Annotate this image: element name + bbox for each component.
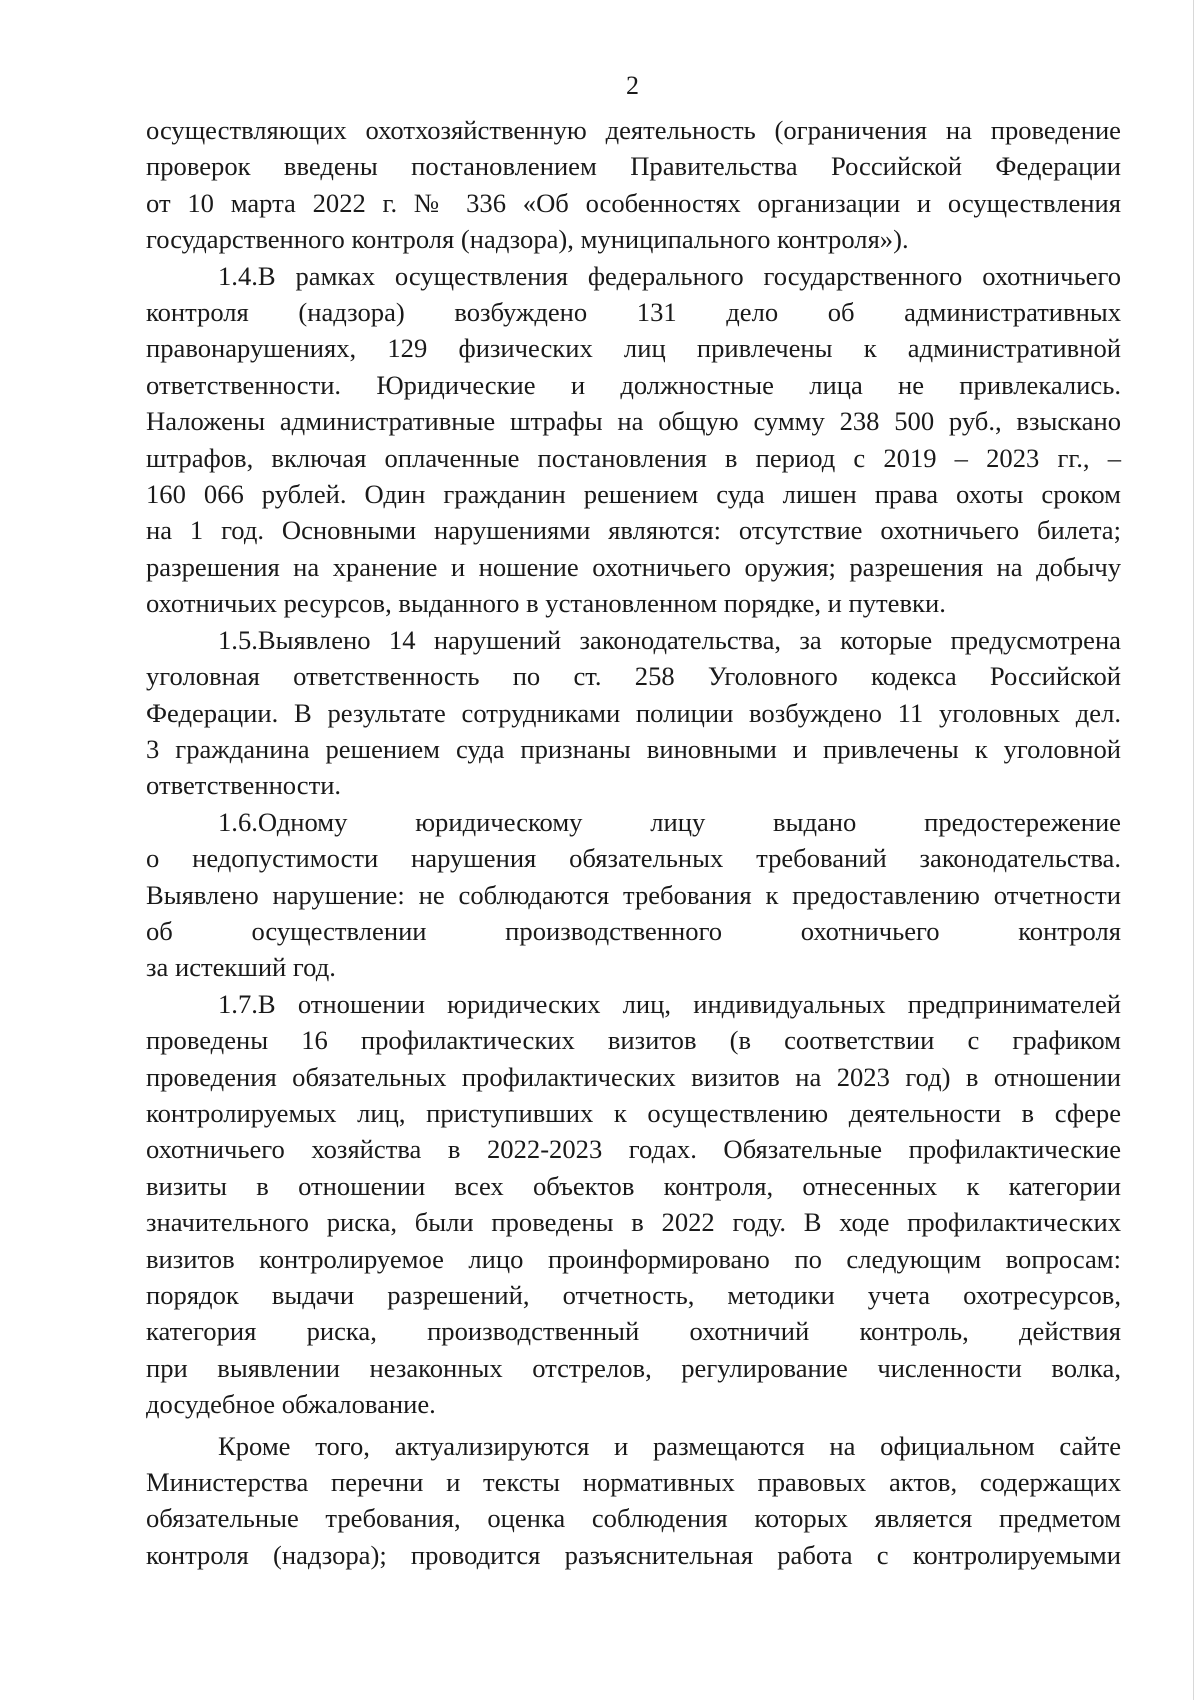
text-line: об осуществлении производственного охотничьего контроля: [146, 915, 1121, 946]
text-line: 3 гражданина решением суда признаны виновными и привлечены к уголовной: [146, 733, 1121, 764]
text-line: проверок введены постановлением Правительства Российской Федерации: [146, 151, 1121, 182]
text-line: 1.5.Выявлено 14 нарушений законодательства, за которые предусмотрена: [218, 624, 1121, 655]
paragraph-1-5: [146, 622, 1121, 804]
text-line: 1.4.В рамках осуществления федерального государственного охотничьего: [218, 260, 1121, 291]
paragraph-1-4: [146, 258, 1121, 622]
text-line: государственного контроля (надзора), муниципального контроля»).: [146, 224, 909, 255]
text-line: контролируемых лиц, приступивших к осуществлению деятельности в сфере: [146, 1097, 1121, 1128]
text-line: 1.6.Одному юридическому лицу выдано предостережение: [218, 806, 1121, 837]
text-line: разрешения на хранение и ношение охотничьего оружия; разрешения на добычу: [146, 551, 1121, 582]
text-line: на 1 год. Основными нарушениями являются: отсутствие охотничьего билета;: [146, 515, 1121, 546]
text-line: Выявлено нарушение: не соблюдаются требования к предоставлению отчетности: [146, 879, 1121, 910]
text-line: ответственности. Юридические и должностные лица не привлекались.: [146, 369, 1121, 400]
text-line: уголовная ответственность по ст. 258 Уголовного кодекса Российской: [146, 661, 1121, 692]
text-line: 160 066 рублей. Один гражданин решением суда лишен права охоты сроком: [146, 479, 1121, 510]
text-line: 1.7.В отношении юридических лиц, индивидуальных предпринимателей: [218, 988, 1121, 1019]
scan-edge-line: [1193, 0, 1194, 1700]
text-line: порядок выдачи разрешений, отчетность, методики учета охотресурсов,: [146, 1280, 1121, 1310]
document-body: [146, 112, 1121, 1573]
text-line: обязательные требования, оценка соблюдения которых является предметом: [146, 1503, 1121, 1534]
text-line: штрафов, включая оплаченные постановления в период с 2019 – 2023 гг., –: [146, 442, 1121, 473]
text-line: Кроме того, актуализируются и размещаются на официальном сайте: [218, 1430, 1121, 1461]
text-line: Наложены административные штрафы на общую сумму 238 500 руб., взыскано: [146, 406, 1121, 437]
paragraph-1-7: [146, 986, 1121, 1423]
text-line: правонарушениях, 129 физических лиц привлечены к административной: [146, 333, 1121, 364]
text-line: о недопустимости нарушения обязательных требований законодательства.: [146, 843, 1121, 874]
paragraph-intro: [146, 112, 1121, 258]
text-line: значительного риска, были проведены в 2022 году. В ходе профилактических: [146, 1207, 1121, 1238]
text-line: Федерации. В результате сотрудниками полиции возбуждено 11 уголовных дел.: [146, 697, 1121, 728]
text-line: досудебное обжалование.: [146, 1389, 436, 1420]
text-line: от 10 марта 2022 г. № 336 «Об особенностях организации и осуществления: [146, 187, 1121, 218]
text-line: проведены 16 профилактических визитов (в соответствии с графиком: [146, 1025, 1121, 1056]
text-line: визиты в отношении всех объектов контроля, отнесенных к категории: [146, 1170, 1121, 1201]
text-line: контроля (надзора) возбуждено 131 дело об административных: [146, 297, 1121, 328]
text-line: за истекший год.: [146, 952, 336, 983]
text-line: охотничьего хозяйства в 2022-2023 годах. Обязательные профилактические: [146, 1134, 1121, 1165]
text-line: категория риска, производственный охотничий контроль, действия: [146, 1316, 1121, 1347]
text-line: осуществляющих охотхозяйственную деятельность (ограничения на проведение: [146, 115, 1121, 145]
paragraph-1-6: [146, 804, 1121, 986]
paragraph-also: [146, 1428, 1121, 1574]
text-line: при выявлении незаконных отстрелов, регулирование численности волка,: [146, 1352, 1121, 1383]
text-line: контроля (надзора); проводится разъяснительная работа с контролируемыми: [146, 1539, 1121, 1570]
text-line: охотничьих ресурсов, выданного в установленном порядке, и путевки.: [146, 588, 946, 619]
text-line: Министерства перечни и тексты нормативных правовых актов, содержащих: [146, 1467, 1121, 1498]
text-line: ответственности.: [146, 770, 342, 801]
page-number: 2: [626, 71, 639, 100]
text-line: визитов контролируемое лицо проинформировано по следующим вопросам:: [146, 1243, 1121, 1274]
text-line: проведения обязательных профилактических визитов на 2023 год) в отношении: [146, 1061, 1121, 1092]
